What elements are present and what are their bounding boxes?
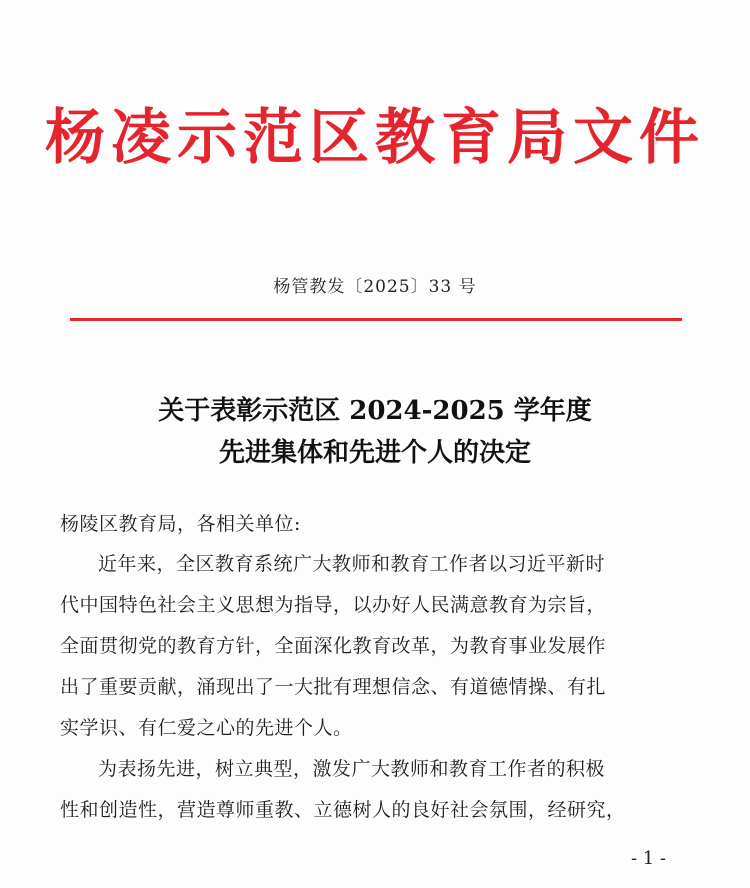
body-paragraph-line: 代中国特色社会主义思想为指导，以办好人民满意教育为宗旨， bbox=[60, 594, 607, 616]
body-paragraph-line: 全面贯彻党的教育方针，全面深化教育改革，为教育事业发展作 bbox=[60, 635, 607, 657]
document-header-title: 杨凌示范区教育局文件 bbox=[45, 103, 705, 173]
body-paragraph-line: 出了重要贡献，涌现出了一大批有理想信念、有道德情操、有扎 bbox=[60, 676, 607, 698]
page-number: - 1 - bbox=[630, 848, 666, 869]
document-title-line-1: 关于表彰示范区 2024-2025 学年度 bbox=[158, 396, 592, 426]
body-paragraph-line: 近年来，全区教育系统广大教师和教育工作者以习近平新时 bbox=[98, 553, 606, 575]
document-number: 杨管教发〔2025〕33 号 bbox=[273, 277, 477, 297]
red-divider-rule bbox=[70, 318, 682, 321]
addressee-line: 杨陵区教育局，各相关单位: bbox=[60, 513, 301, 535]
body-paragraph-line: 性和创造性，营造尊师重教、立德树人的良好社会氛围，经研究， bbox=[60, 799, 626, 821]
body-paragraph-line: 实学识、有仁爱之心的先进个人。 bbox=[60, 717, 353, 739]
body-paragraph-line: 为表扬先进，树立典型，激发广大教师和教育工作者的积极 bbox=[98, 758, 606, 780]
document-title-line-2: 先进集体和先进个人的决定 bbox=[218, 438, 531, 468]
